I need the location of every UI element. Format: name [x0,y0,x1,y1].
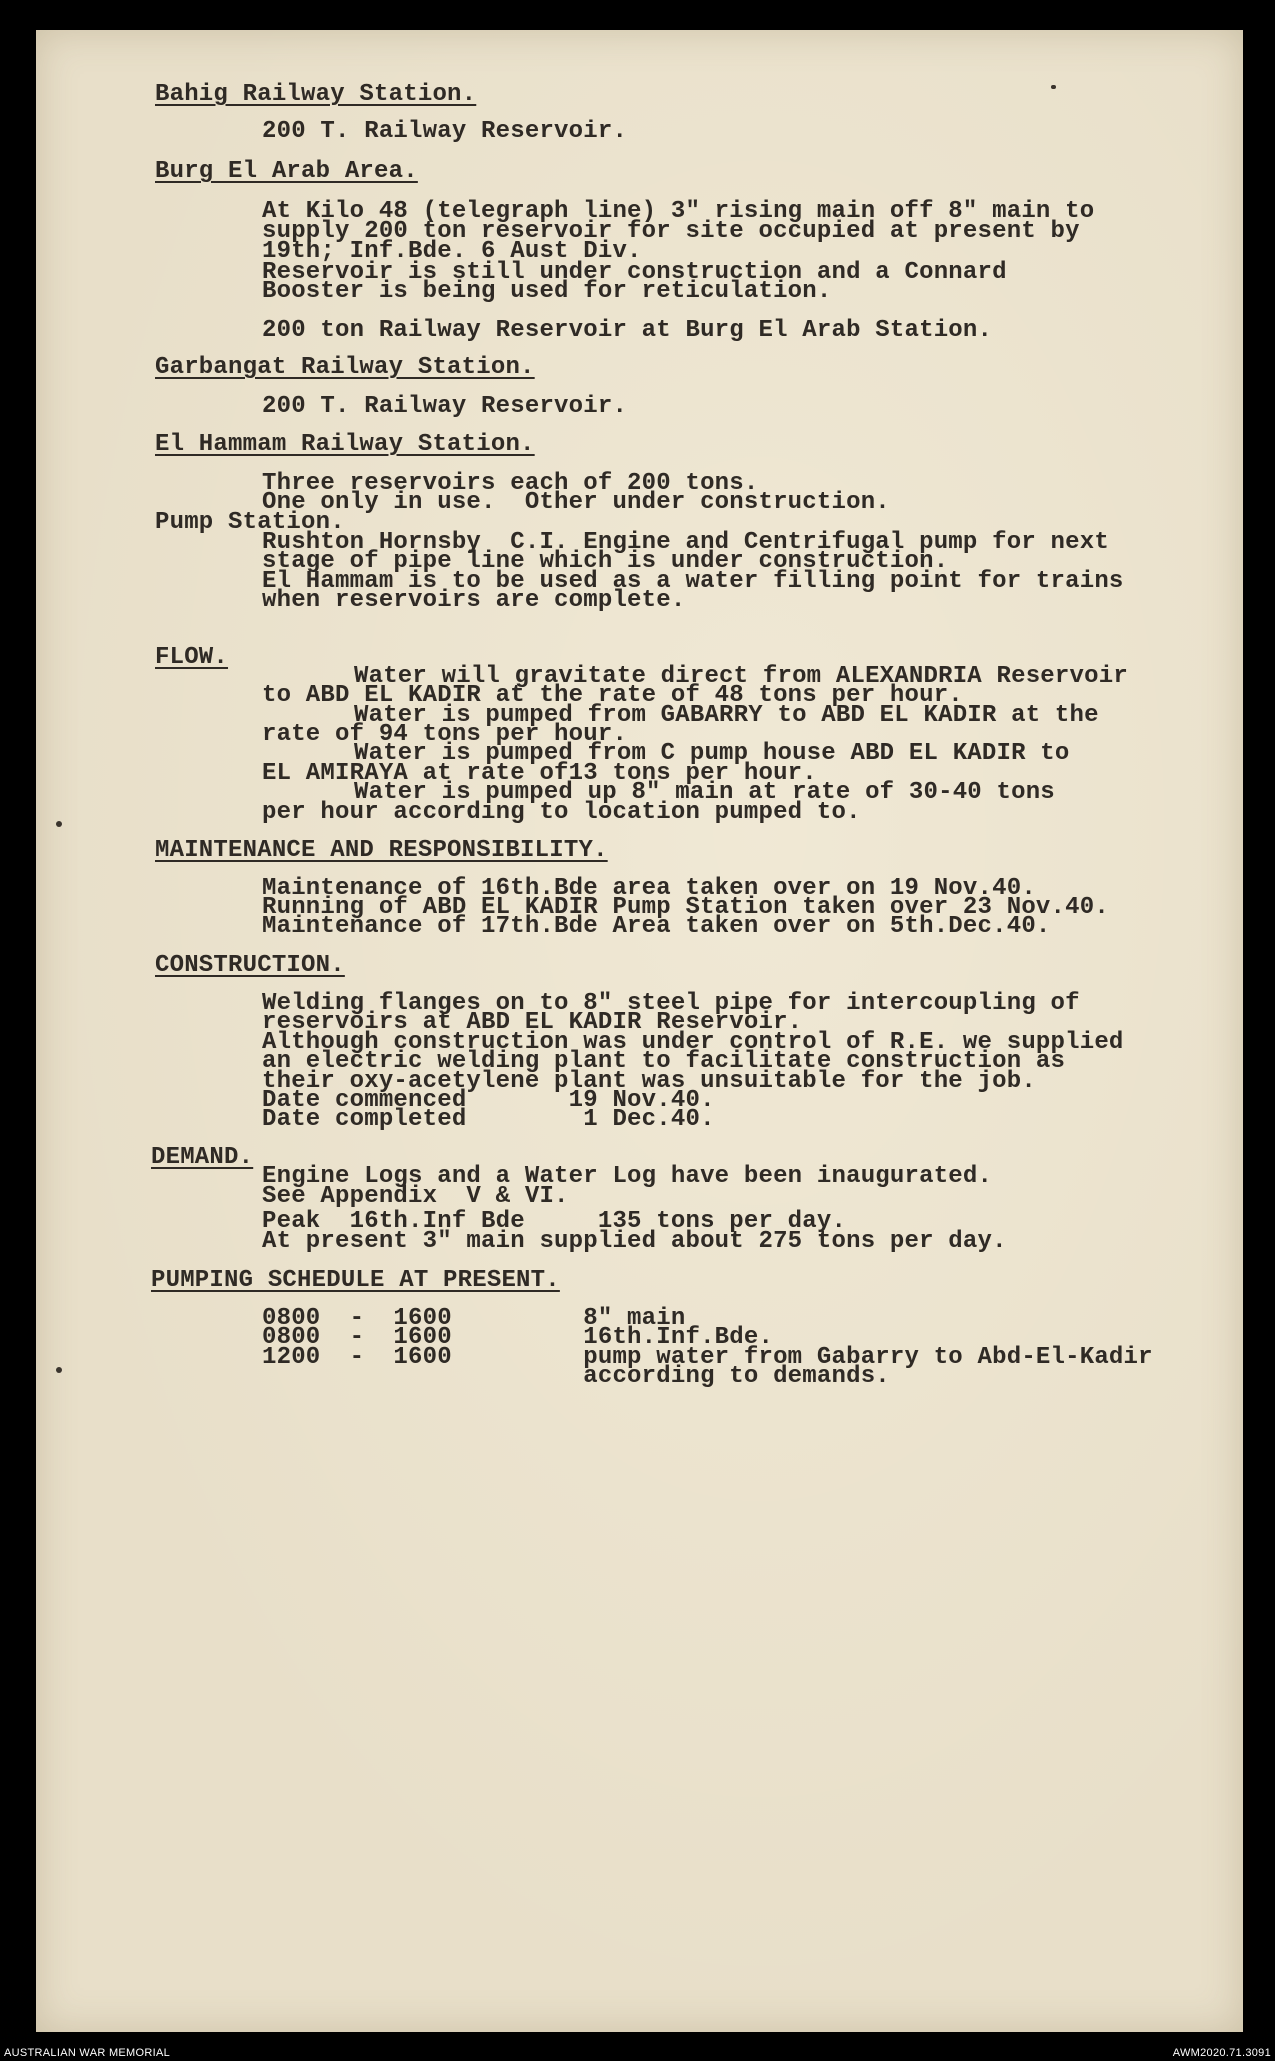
text-line: Maintenance of 17th.Bde Area taken over on 5th.Dec.40. [262,913,1051,940]
heading-construction: CONSTRUCTION. [155,952,345,979]
text-line: At present 3" main supplied about 275 tons per day. [262,1228,1007,1255]
text-line: Reservoir is still under construction and a Connard [262,259,1007,286]
text-line: Water will gravitate direct from ALEXANDRIA Reservoir [354,663,1128,690]
text-line: See Appendix V & VI. [262,1183,569,1210]
text-line: Date completed 1 Dec.40. [262,1106,715,1133]
heading-bahig: Bahig Railway Station. [155,81,477,108]
text-line: 200 T. Railway Reservoir. [262,393,628,420]
text-line: 200 T. Railway Reservoir. [262,118,628,145]
text-line: Water is pumped from GABARRY to ABD EL KADIR at the [354,702,1099,729]
text-line: Welding flanges on to 8" steel pipe for intercoupling of [262,990,1080,1017]
heading-flow: FLOW. [155,644,229,671]
text-line: El Hammam is to be used as a water filling point for trains [262,568,1124,595]
text-line: supply 200 ton reservoir for site occupied at present by [262,218,1080,245]
punch-mark [56,821,62,827]
heading-maintenance: MAINTENANCE AND RESPONSIBILITY. [155,837,608,864]
schedule-row: 1200 - 1600 pump water from Gabarry to Abd-El-Kadir [262,1344,1153,1371]
text-line: Water is pumped up 8" main at rate of 30-40 tons [354,779,1055,806]
text-line: Pump Station. [155,509,345,536]
text-line: 200 ton Railway Reservoir at Burg El Arab Station. [262,317,993,344]
text-line: EL AMIRAYA at rate of13 tons per hour. [262,760,817,787]
text-line: Date commenced 19 Nov.40. [262,1087,715,1114]
punch-mark [56,1367,62,1373]
text-line: One only in use. Other under construction. [262,489,890,516]
text-line: Although construction was under control of R.E. we supplied [262,1029,1124,1056]
typed-document [36,30,1243,2032]
heading-garbangat: Garbangat Railway Station. [155,354,535,381]
text-line: per hour according to location pumped to. [262,799,861,826]
text-line: an electric welding plant to facilitate construction as [262,1048,1066,1075]
schedule-row: 0800 - 1600 16th.Inf.Bde. [262,1324,774,1351]
text-line: Three reservoirs each of 200 tons. [262,470,759,497]
heading-pumping-schedule: PUMPING SCHEDULE AT PRESENT. [151,1267,560,1294]
heading-burg-el-arab: Burg El Arab Area. [155,158,418,185]
text-line: Running of ABD EL KADIR Pump Station taken over 23 Nov.40. [262,894,1109,921]
text-line: Engine Logs and a Water Log have been inaugurated. [262,1163,993,1190]
text-line: when reservoirs are complete. [262,587,686,614]
ink-speck [1051,85,1056,89]
text-line: rate of 94 tons per hour. [262,721,628,748]
text-line: Maintenance of 16th.Bde area taken over on 19 Nov.40. [262,875,1036,902]
footer-institution: AUSTRALIAN WAR MEMORIAL [4,2047,171,2059]
text-line: Rushton Hornsby C.I. Engine and Centrifugal pump for next [262,529,1109,556]
text-line: to ABD EL KADIR at the rate of 48 tons per hour. [262,682,963,709]
text-line: Booster is being used for reticulation. [262,278,832,305]
schedule-row: according to demands. [262,1363,890,1390]
text-line: 19th; Inf.Bde. 6 Aust Div. [262,238,642,265]
heading-demand: DEMAND. [151,1144,254,1171]
text-line: At Kilo 48 (telegraph line) 3" rising main off 8" main to [262,198,1095,225]
text-line: Water is pumped from C pump house ABD EL KADIR to [354,740,1070,767]
heading-el-hammam: El Hammam Railway Station. [155,431,535,458]
footer-accession-number: AWM2020.71.3091 [1172,2047,1271,2059]
schedule-row: 0800 - 1600 8" main [262,1305,686,1332]
document-page [36,30,1243,2032]
text-line: Peak 16th.Inf Bde 135 tons per day. [262,1208,847,1235]
text-line: stage of pipe line which is under construction. [262,548,949,575]
text-line: reservoirs at ABD EL KADIR Reservoir. [262,1009,803,1036]
text-line: their oxy-acetylene plant was unsuitable for the job. [262,1068,1036,1095]
